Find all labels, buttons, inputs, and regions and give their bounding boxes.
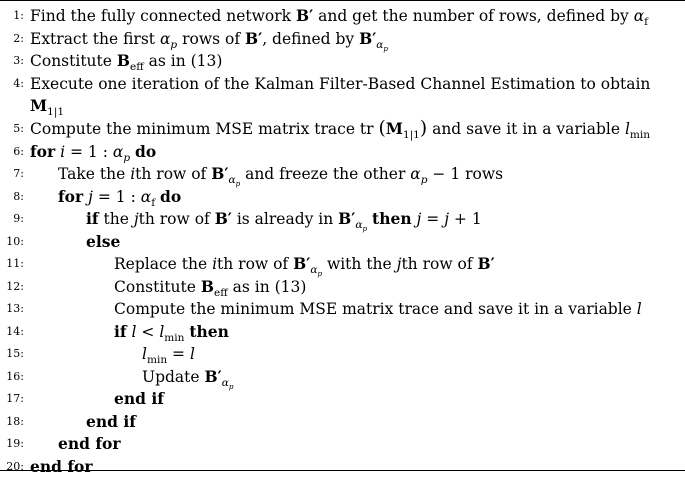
line-number: 12: <box>6 279 24 293</box>
line-content: end for <box>30 456 93 476</box>
line-number: 2: <box>13 31 24 45</box>
line-content: Update $B'_{\alpha_p}$ <box>142 366 234 391</box>
line-content: Constitute $B_{eff}$ as in (13) <box>30 51 223 74</box>
line-number: 18: <box>6 414 24 428</box>
algorithm-line <box>0 141 685 163</box>
line-number: 5: <box>13 122 24 135</box>
line-content: Extract the first $\alpha_p$ rows of B′, defined by $B'_{\alpha_p}$ <box>30 28 389 53</box>
algorithm-line <box>0 411 685 433</box>
algorithm-line <box>0 456 685 478</box>
algorithm-line <box>0 50 685 72</box>
algorithm-line <box>0 186 685 208</box>
line-content: Compute the minimum MSE matrix trace and save it in a variable l <box>114 300 642 318</box>
line-content: Execute one iteration of the Kalman Filter-Based Channel Estimation to obtain $M_{1|1}$ <box>30 74 651 118</box>
line-number: 19: <box>6 437 24 450</box>
line-number: 14: <box>6 324 24 338</box>
line-number: 3: <box>13 54 24 67</box>
line-content: end if <box>86 411 136 431</box>
algorithm-line <box>0 298 685 320</box>
line-content: if the jth row of B′ is already in $B'_{\alpha_p}$ then j = j + 1 <box>86 209 482 234</box>
algorithm-line <box>0 276 685 298</box>
algorithm-line <box>0 73 685 118</box>
line-number: 9: <box>13 212 24 225</box>
algorithm-line <box>0 343 685 365</box>
line-content: Compute the minimum MSE matrix trace tr $(M_{1|1})$ and save it in a variable $l_{min}$ <box>30 118 651 142</box>
algorithm-line <box>0 28 685 53</box>
line-number: 8: <box>13 189 24 203</box>
line-number: 20: <box>6 459 24 473</box>
algorithm-line <box>0 208 685 234</box>
algorithm-line <box>0 231 685 253</box>
line-content: $l_{min} = l$ <box>142 345 195 367</box>
line-number: 13: <box>6 302 24 315</box>
algorithm-line <box>0 433 685 455</box>
line-number: 16: <box>6 369 24 383</box>
line-content: for i = 1 : $\alpha_p$ do <box>30 141 157 164</box>
line-number: 1: <box>13 9 24 22</box>
line-number: 11: <box>6 257 24 270</box>
line-number: 17: <box>6 392 24 405</box>
algorithm-line <box>0 388 685 410</box>
line-content: end for <box>58 434 121 453</box>
line-content: if $l < l_{min}$ then <box>114 321 229 344</box>
line-content: Find the fully connected network B′ and get the number of rows, defined by $\alpha_f$ <box>30 6 649 29</box>
line-number: 15: <box>6 347 24 360</box>
algorithm-line <box>0 253 685 279</box>
algorithm-line <box>0 321 685 343</box>
line-number: 7: <box>13 167 24 180</box>
line-content: else <box>86 231 121 251</box>
line-content: Replace the ith row of $B'_{\alpha_p}$ with the jth row of B′ <box>114 254 495 279</box>
algorithm-line <box>0 366 685 391</box>
line-content: for j = 1 : $\alpha_f$ do <box>58 186 182 209</box>
line-content: Constitute $B_{eff}$ as in (13) <box>114 276 307 299</box>
line-number: 4: <box>13 76 24 90</box>
algorithm-line <box>0 163 685 189</box>
line-number: 10: <box>6 234 24 248</box>
line-content: end if <box>114 389 164 408</box>
line-content: Take the ith row of $B'_{\alpha_p}$ and freeze the other $\alpha_p - 1$ rows <box>58 164 504 189</box>
algorithm-line <box>0 5 685 27</box>
algorithm-line <box>0 118 685 140</box>
line-number: 6: <box>13 144 24 158</box>
